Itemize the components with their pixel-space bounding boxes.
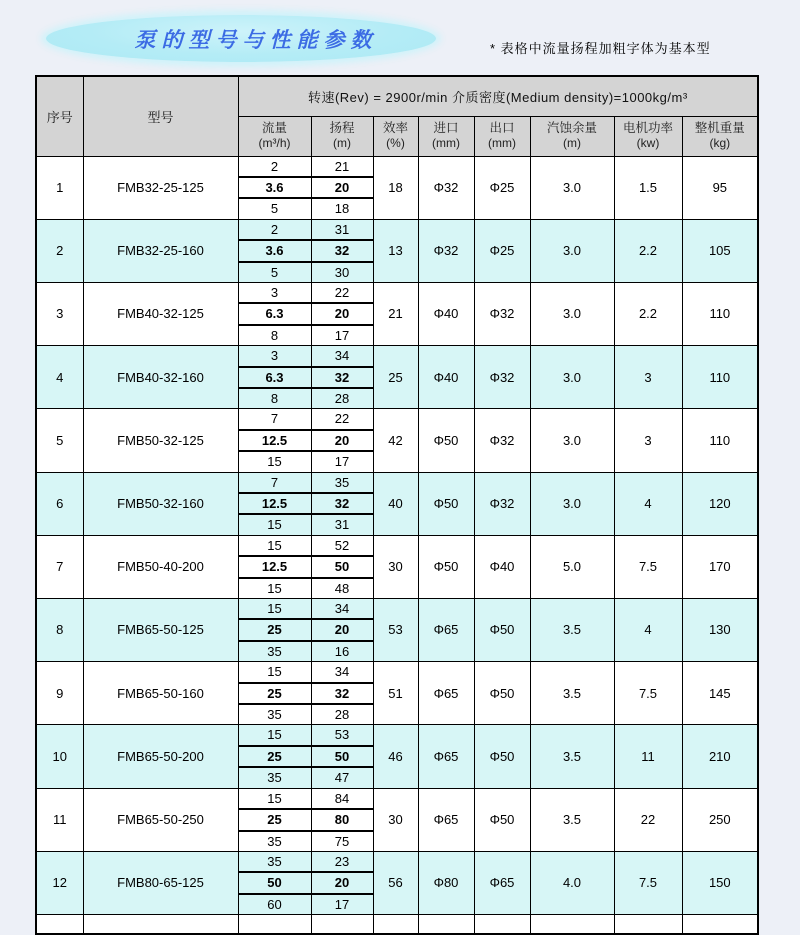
cell-flow: 12.5 [238,430,311,451]
cell-npsh: 3.5 [530,788,614,851]
cell-flow: 5 [238,262,311,283]
cell-flow: 2 [238,219,311,240]
col-header-flow [238,116,311,156]
cell-model: FMB50-40-200 [83,535,238,598]
cell-head: 52 [311,535,373,556]
cell-head: 35 [311,472,373,493]
cell-head: 28 [311,388,373,409]
cell-head: 20 [311,303,373,324]
cell-outlet: Φ50 [474,599,530,662]
col-header-outlet-unit: (mm) [488,136,516,151]
cell-head: 53 [311,725,373,746]
col-header-weight [682,116,758,156]
cell-head: 17 [311,451,373,472]
pump-spec-table [35,75,759,935]
cell-seq: 11 [36,788,83,851]
page-title: 泵的型号与性能参数 [134,28,378,52]
cell-head: 84 [311,788,373,809]
cell-head: 32 [311,493,373,514]
cell-model: FMB32-25-160 [83,219,238,282]
cell-efficiency [373,915,418,934]
cell-weight: 105 [682,219,758,282]
table-row [36,346,758,367]
cell-inlet: Φ65 [418,725,474,788]
cell-efficiency: 56 [373,851,418,914]
table-row [36,472,758,493]
table-row [36,599,758,620]
cell-seq: 3 [36,282,83,345]
col-header-efficiency-label: 效率 [382,120,408,135]
table-row [36,788,758,809]
cell-inlet: Φ65 [418,788,474,851]
cell-outlet: Φ50 [474,788,530,851]
cell-model: FMB40-32-160 [83,346,238,409]
cell-head: 50 [311,556,373,577]
cell-inlet [418,915,474,934]
cell-inlet: Φ50 [418,535,474,598]
cell-flow: 60 [238,894,311,915]
col-header-outlet-label: 出口 [489,120,515,135]
cell-power: 3 [614,346,682,409]
cell-model: FMB50-32-160 [83,472,238,535]
cell-power: 4 [614,472,682,535]
col-header-power [614,116,682,156]
cell-seq [36,915,83,934]
col-header-efficiency-unit: (%) [386,136,405,151]
cell-head: 16 [311,641,373,662]
cell-inlet: Φ40 [418,282,474,345]
cell-weight: 120 [682,472,758,535]
cell-weight: 110 [682,282,758,345]
cell-head: 21 [311,156,373,177]
cell-power: 2.2 [614,282,682,345]
col-header-inlet-unit: (mm) [432,136,460,151]
cell-seq: 6 [36,472,83,535]
cell-head: 31 [311,514,373,535]
table-row [36,156,758,177]
cell-outlet: Φ32 [474,409,530,472]
col-header-inlet [418,116,474,156]
cell-head: 31 [311,219,373,240]
cell-efficiency: 18 [373,156,418,219]
cell-weight: 210 [682,725,758,788]
cell-power: 7.5 [614,662,682,725]
cell-model [83,915,238,934]
cell-head: 75 [311,831,373,852]
cell-power [614,915,682,934]
cell-weight: 110 [682,409,758,472]
cell-flow: 3.6 [238,240,311,261]
cell-outlet: Φ40 [474,535,530,598]
col-header-outlet [474,116,530,156]
cell-head: 32 [311,367,373,388]
cell-flow: 35 [238,831,311,852]
cell-npsh: 3.0 [530,282,614,345]
cell-flow [238,915,311,934]
col-header-weight-label: 整机重量 [694,120,745,135]
header-speed-density: 转速(Rev) = 2900r/min 介质密度(Medium density)=1000kg/m³ [238,76,758,116]
cell-head: 22 [311,282,373,303]
cell-npsh: 3.0 [530,219,614,282]
cell-efficiency: 30 [373,535,418,598]
header-seq: 序号 [36,76,83,156]
cell-model: FMB65-50-125 [83,599,238,662]
cell-weight: 150 [682,851,758,914]
cell-head: 20 [311,430,373,451]
cell-head: 20 [311,619,373,640]
cell-outlet: Φ25 [474,219,530,282]
cell-outlet: Φ32 [474,282,530,345]
col-header-npsh-label: 汽蚀余量 [546,120,597,135]
cell-inlet: Φ32 [418,156,474,219]
cell-head: 17 [311,894,373,915]
title-ellipse [46,15,436,62]
cell-model: FMB65-50-160 [83,662,238,725]
cell-npsh: 3.0 [530,409,614,472]
table-row [36,282,758,303]
col-header-efficiency [373,116,418,156]
note-text: * 表格中流量扬程加粗字体为基本型 [490,41,711,56]
cell-flow: 15 [238,662,311,683]
cell-inlet: Φ50 [418,409,474,472]
cell-flow: 15 [238,725,311,746]
col-header-head-unit: (m) [333,136,351,151]
cell-head: 34 [311,599,373,620]
cell-flow: 12.5 [238,556,311,577]
col-header-npsh-unit: (m) [563,136,581,151]
cell-outlet: Φ25 [474,156,530,219]
table-row-partial [36,915,758,934]
cell-efficiency: 40 [373,472,418,535]
cell-npsh: 3.5 [530,599,614,662]
cell-inlet: Φ50 [418,472,474,535]
cell-head: 48 [311,578,373,599]
cell-seq: 1 [36,156,83,219]
col-header-head [311,116,373,156]
cell-model: FMB40-32-125 [83,282,238,345]
cell-flow: 6.3 [238,303,311,324]
cell-head: 50 [311,746,373,767]
cell-npsh: 3.0 [530,346,614,409]
col-header-power-unit: (kw) [636,136,660,151]
col-header-flow-label: 流量 [261,120,287,135]
cell-seq: 9 [36,662,83,725]
cell-flow: 25 [238,746,311,767]
table-row [36,725,758,746]
cell-model: FMB50-32-125 [83,409,238,472]
cell-inlet: Φ40 [418,346,474,409]
cell-flow: 15 [238,788,311,809]
cell-flow: 15 [238,514,311,535]
cell-power: 2.2 [614,219,682,282]
cell-outlet: Φ50 [474,725,530,788]
cell-flow: 15 [238,599,311,620]
cell-seq: 8 [36,599,83,662]
cell-npsh: 5.0 [530,535,614,598]
cell-weight: 95 [682,156,758,219]
cell-flow: 35 [238,641,311,662]
cell-head: 17 [311,325,373,346]
cell-head: 20 [311,872,373,893]
cell-weight: 110 [682,346,758,409]
cell-weight: 130 [682,599,758,662]
cell-efficiency: 53 [373,599,418,662]
cell-seq: 12 [36,851,83,914]
cell-inlet: Φ65 [418,599,474,662]
cell-weight: 170 [682,535,758,598]
cell-inlet: Φ32 [418,219,474,282]
col-header-npsh [530,116,614,156]
cell-head: 34 [311,662,373,683]
cell-model: FMB65-50-250 [83,788,238,851]
cell-npsh [530,915,614,934]
cell-efficiency: 46 [373,725,418,788]
table-row [36,851,758,872]
cell-flow: 35 [238,851,311,872]
cell-flow: 25 [238,619,311,640]
cell-npsh: 3.5 [530,725,614,788]
table-row [36,409,758,430]
cell-flow: 2 [238,156,311,177]
cell-efficiency: 13 [373,219,418,282]
cell-head: 32 [311,240,373,261]
cell-head: 47 [311,767,373,788]
cell-head: 30 [311,262,373,283]
cell-outlet: Φ65 [474,851,530,914]
table-row [36,219,758,240]
cell-outlet: Φ32 [474,472,530,535]
cell-head: 32 [311,683,373,704]
cell-flow: 3.6 [238,177,311,198]
cell-flow: 15 [238,578,311,599]
cell-head [311,915,373,934]
cell-efficiency: 30 [373,788,418,851]
cell-flow: 7 [238,472,311,493]
col-header-flow-unit: (m³/h) [258,136,291,151]
cell-npsh: 3.0 [530,472,614,535]
cell-seq: 10 [36,725,83,788]
cell-flow: 8 [238,388,311,409]
cell-power: 3 [614,409,682,472]
table-row [36,662,758,683]
cell-flow: 8 [238,325,311,346]
cell-model: FMB80-65-125 [83,851,238,914]
cell-head: 23 [311,851,373,872]
cell-head: 28 [311,704,373,725]
cell-model: FMB65-50-200 [83,725,238,788]
cell-inlet: Φ80 [418,851,474,914]
cell-model: FMB32-25-125 [83,156,238,219]
cell-outlet: Φ50 [474,662,530,725]
cell-power: 4 [614,599,682,662]
cell-flow: 6.3 [238,367,311,388]
cell-seq: 7 [36,535,83,598]
cell-npsh: 4.0 [530,851,614,914]
col-header-power-label: 电机功率 [622,120,673,135]
cell-power: 22 [614,788,682,851]
cell-head: 22 [311,409,373,430]
cell-power: 7.5 [614,535,682,598]
col-header-inlet-label: 进口 [433,120,459,135]
cell-flow: 15 [238,535,311,556]
cell-flow: 3 [238,346,311,367]
cell-weight [682,915,758,934]
cell-power: 1.5 [614,156,682,219]
cell-seq: 5 [36,409,83,472]
cell-flow: 25 [238,683,311,704]
cell-flow: 50 [238,872,311,893]
cell-weight: 145 [682,662,758,725]
cell-weight: 250 [682,788,758,851]
table-header [36,76,758,156]
table-row [36,535,758,556]
cell-head: 80 [311,809,373,830]
col-header-head-label: 扬程 [329,120,355,135]
table-body [36,156,758,934]
cell-head: 34 [311,346,373,367]
cell-outlet [474,915,530,934]
cell-inlet: Φ65 [418,662,474,725]
cell-power: 11 [614,725,682,788]
cell-flow: 35 [238,767,311,788]
cell-flow: 35 [238,704,311,725]
cell-flow: 25 [238,809,311,830]
cell-outlet: Φ32 [474,346,530,409]
cell-flow: 3 [238,282,311,303]
cell-npsh: 3.0 [530,156,614,219]
cell-flow: 15 [238,451,311,472]
cell-power: 7.5 [614,851,682,914]
cell-flow: 5 [238,198,311,219]
cell-head: 18 [311,198,373,219]
col-header-weight-unit: (kg) [709,136,731,151]
cell-efficiency: 21 [373,282,418,345]
cell-seq: 2 [36,219,83,282]
cell-flow: 12.5 [238,493,311,514]
cell-head: 20 [311,177,373,198]
cell-flow: 7 [238,409,311,430]
cell-npsh: 3.5 [530,662,614,725]
cell-efficiency: 42 [373,409,418,472]
cell-efficiency: 51 [373,662,418,725]
cell-efficiency: 25 [373,346,418,409]
cell-seq: 4 [36,346,83,409]
header-model: 型号 [83,76,238,156]
